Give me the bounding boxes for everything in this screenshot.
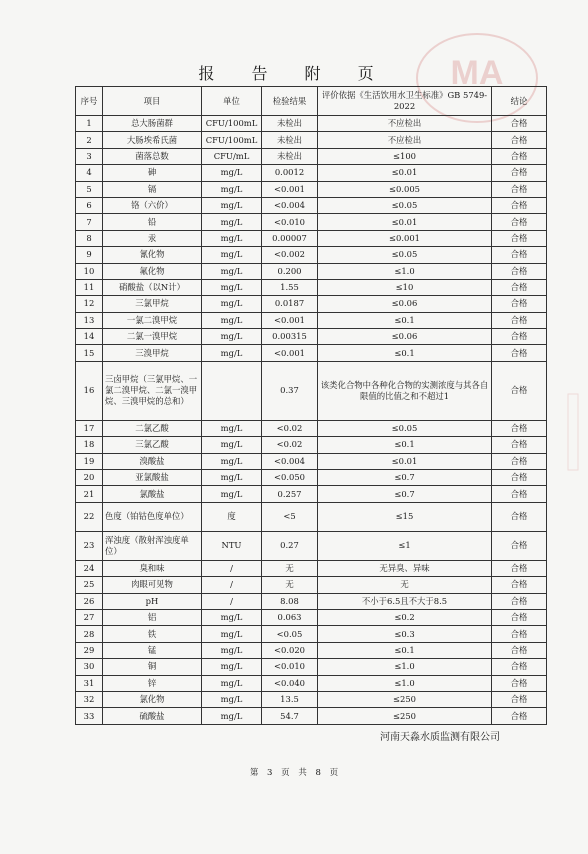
row-verdict: 合格 — [492, 197, 547, 213]
row-item: 镉 — [103, 181, 202, 197]
row-verdict: 合格 — [492, 691, 547, 707]
row-item: 亚氯酸盐 — [103, 470, 202, 486]
row-unit: mg/L — [202, 470, 262, 486]
table-row — [76, 247, 547, 263]
table-row — [76, 312, 547, 328]
row-result: 54.7 — [262, 708, 318, 724]
row-number: 13 — [76, 312, 103, 328]
row-result: <0.004 — [262, 453, 318, 469]
row-verdict: 合格 — [492, 116, 547, 132]
row-limit: ≤100 — [318, 148, 492, 164]
row-number: 25 — [76, 577, 103, 593]
table-row — [76, 181, 547, 197]
table-row — [76, 577, 547, 593]
row-verdict: 合格 — [492, 486, 547, 502]
row-unit: mg/L — [202, 312, 262, 328]
row-unit: CFU/mL — [202, 148, 262, 164]
row-number: 19 — [76, 453, 103, 469]
row-unit: mg/L — [202, 420, 262, 436]
table-row — [76, 197, 547, 213]
row-verdict: 合格 — [492, 361, 547, 420]
row-number: 17 — [76, 420, 103, 436]
row-unit: mg/L — [202, 437, 262, 453]
report-table — [75, 86, 547, 725]
row-number: 12 — [76, 296, 103, 312]
row-result: 0.257 — [262, 486, 318, 502]
row-unit: 度 — [202, 502, 262, 531]
table-row — [76, 420, 547, 436]
row-result: 0.200 — [262, 263, 318, 279]
row-limit: ≤0.1 — [318, 642, 492, 658]
row-item: 氟化物 — [103, 263, 202, 279]
row-verdict: 合格 — [492, 296, 547, 312]
row-item: 铜 — [103, 659, 202, 675]
table-row — [76, 531, 547, 560]
row-item: 三溴甲烷 — [103, 345, 202, 361]
table-row — [76, 560, 547, 576]
row-unit: mg/L — [202, 609, 262, 625]
row-limit: ≤0.05 — [318, 197, 492, 213]
row-unit: mg/L — [202, 165, 262, 181]
row-unit: mg/L — [202, 181, 262, 197]
table-row — [76, 502, 547, 531]
row-unit: mg/L — [202, 263, 262, 279]
row-limit: ≤0.01 — [318, 453, 492, 469]
row-verdict: 合格 — [492, 345, 547, 361]
row-verdict: 合格 — [492, 659, 547, 675]
lab-name: 河南天淼水质监测有限公司 — [380, 732, 500, 743]
row-unit: mg/L — [202, 642, 262, 658]
row-result: <0.040 — [262, 675, 318, 691]
row-result: 1.55 — [262, 279, 318, 295]
row-number: 29 — [76, 642, 103, 658]
row-result: <0.010 — [262, 659, 318, 675]
row-limit: 不应检出 — [318, 116, 492, 132]
table-row — [76, 116, 547, 132]
row-result: <0.004 — [262, 197, 318, 213]
row-verdict: 合格 — [492, 531, 547, 560]
page-title: 报 告 附 页 — [198, 64, 390, 83]
row-number: 1 — [76, 116, 103, 132]
row-item: 汞 — [103, 230, 202, 246]
row-limit: ≤0.005 — [318, 181, 492, 197]
row-verdict: 合格 — [492, 560, 547, 576]
row-verdict: 合格 — [492, 642, 547, 658]
row-number: 10 — [76, 263, 103, 279]
row-item: pH — [103, 593, 202, 609]
row-number: 4 — [76, 165, 103, 181]
row-unit: mg/L — [202, 197, 262, 213]
table-row — [76, 659, 547, 675]
table-row — [76, 593, 547, 609]
col-header-unit: 单位 — [202, 87, 262, 116]
row-result: 无 — [262, 577, 318, 593]
row-item: 铝 — [103, 609, 202, 625]
table-row — [76, 329, 547, 345]
table-row — [76, 642, 547, 658]
table-row — [76, 486, 547, 502]
row-result: 0.37 — [262, 361, 318, 420]
row-limit: ≤0.7 — [318, 470, 492, 486]
row-limit: ≤0.2 — [318, 609, 492, 625]
row-verdict: 合格 — [492, 181, 547, 197]
row-verdict: 合格 — [492, 230, 547, 246]
row-item: 二氯乙酸 — [103, 420, 202, 436]
row-result: <0.02 — [262, 437, 318, 453]
row-limit: ≤1.0 — [318, 659, 492, 675]
row-number: 22 — [76, 502, 103, 531]
row-number: 7 — [76, 214, 103, 230]
row-item: 色度（铂钴色度单位） — [103, 502, 202, 531]
row-verdict: 合格 — [492, 165, 547, 181]
row-unit: / — [202, 560, 262, 576]
col-header-no: 序号 — [76, 87, 103, 116]
row-unit: mg/L — [202, 230, 262, 246]
row-verdict: 合格 — [492, 329, 547, 345]
row-result: 0.00007 — [262, 230, 318, 246]
row-number: 23 — [76, 531, 103, 560]
row-limit: ≤0.06 — [318, 296, 492, 312]
row-unit: mg/L — [202, 708, 262, 724]
row-limit: ≤250 — [318, 691, 492, 707]
row-result: <0.002 — [262, 247, 318, 263]
col-header-item: 项目 — [103, 87, 202, 116]
row-item: 氰化物 — [103, 247, 202, 263]
row-limit: 该类化合物中各种化合物的实测浓度与其各自限值的比值之和不超过1 — [318, 361, 492, 420]
row-result: <0.001 — [262, 181, 318, 197]
row-item: 一氯二溴甲烷 — [103, 312, 202, 328]
table-row — [76, 263, 547, 279]
row-limit: ≤0.01 — [318, 214, 492, 230]
row-limit: ≤0.06 — [318, 329, 492, 345]
row-verdict: 合格 — [492, 263, 547, 279]
row-result: <0.010 — [262, 214, 318, 230]
row-unit: NTU — [202, 531, 262, 560]
row-item: 总大肠菌群 — [103, 116, 202, 132]
table-row — [76, 437, 547, 453]
table-row — [76, 609, 547, 625]
row-number: 30 — [76, 659, 103, 675]
row-verdict: 合格 — [492, 675, 547, 691]
row-number: 15 — [76, 345, 103, 361]
col-header-verdict: 结论 — [492, 87, 547, 116]
row-result: 0.063 — [262, 609, 318, 625]
row-unit: mg/L — [202, 247, 262, 263]
row-result: 未检出 — [262, 148, 318, 164]
table-row — [76, 453, 547, 469]
row-number: 31 — [76, 675, 103, 691]
row-item: 铅 — [103, 214, 202, 230]
row-unit: mg/L — [202, 345, 262, 361]
row-limit: ≤0.05 — [318, 420, 492, 436]
row-number: 3 — [76, 148, 103, 164]
row-item: 氯化物 — [103, 691, 202, 707]
row-verdict: 合格 — [492, 502, 547, 531]
row-unit: mg/L — [202, 453, 262, 469]
table-row — [76, 691, 547, 707]
row-verdict: 合格 — [492, 708, 547, 724]
row-number: 9 — [76, 247, 103, 263]
row-item: 臭和味 — [103, 560, 202, 576]
row-item: 二氯一溴甲烷 — [103, 329, 202, 345]
row-limit: ≤0.7 — [318, 486, 492, 502]
row-limit: ≤0.001 — [318, 230, 492, 246]
row-limit: ≤250 — [318, 708, 492, 724]
row-item: 大肠埃希氏菌 — [103, 132, 202, 148]
row-limit: ≤10 — [318, 279, 492, 295]
row-number: 21 — [76, 486, 103, 502]
row-number: 16 — [76, 361, 103, 420]
row-number: 14 — [76, 329, 103, 345]
row-unit: mg/L — [202, 296, 262, 312]
table-row — [76, 675, 547, 691]
table-row — [76, 214, 547, 230]
row-result: 0.0187 — [262, 296, 318, 312]
row-unit: mg/L — [202, 214, 262, 230]
seam-seal-icon — [566, 392, 580, 472]
row-result: <5 — [262, 502, 318, 531]
table-row — [76, 470, 547, 486]
row-verdict: 合格 — [492, 132, 547, 148]
row-item: 溴酸盐 — [103, 453, 202, 469]
row-limit: 无 — [318, 577, 492, 593]
row-verdict: 合格 — [492, 420, 547, 436]
row-item: 三卤甲烷（三氯甲烷、一氯二溴甲烷、二氯一溴甲烷、三溴甲烷的总和） — [103, 361, 202, 420]
row-verdict: 合格 — [492, 279, 547, 295]
table-row — [76, 708, 547, 724]
table-row — [76, 361, 547, 420]
row-item: 菌落总数 — [103, 148, 202, 164]
row-verdict: 合格 — [492, 593, 547, 609]
row-result: <0.001 — [262, 345, 318, 361]
row-number: 20 — [76, 470, 103, 486]
row-result: 未检出 — [262, 132, 318, 148]
row-result: <0.001 — [262, 312, 318, 328]
row-verdict: 合格 — [492, 214, 547, 230]
row-result: 0.0012 — [262, 165, 318, 181]
row-result: <0.050 — [262, 470, 318, 486]
row-verdict: 合格 — [492, 577, 547, 593]
row-unit: CFU/100mL — [202, 132, 262, 148]
row-item: 浑浊度（散射浑浊度单位） — [103, 531, 202, 560]
row-result: 0.27 — [262, 531, 318, 560]
table-row — [76, 148, 547, 164]
row-number: 32 — [76, 691, 103, 707]
row-unit: / — [202, 593, 262, 609]
row-item: 锌 — [103, 675, 202, 691]
row-number: 11 — [76, 279, 103, 295]
row-limit: ≤15 — [318, 502, 492, 531]
row-result: 13.5 — [262, 691, 318, 707]
row-verdict: 合格 — [492, 453, 547, 469]
row-unit: mg/L — [202, 626, 262, 642]
row-number: 6 — [76, 197, 103, 213]
row-limit: ≤0.1 — [318, 437, 492, 453]
row-limit: ≤0.3 — [318, 626, 492, 642]
row-verdict: 合格 — [492, 609, 547, 625]
row-item: 肉眼可见物 — [103, 577, 202, 593]
page-number: 第 3 页 共 8 页 — [249, 768, 339, 778]
row-unit: mg/L — [202, 675, 262, 691]
row-unit — [202, 361, 262, 420]
row-item: 氯酸盐 — [103, 486, 202, 502]
row-number: 5 — [76, 181, 103, 197]
row-item: 硝酸盐（以N计） — [103, 279, 202, 295]
table-header-row — [76, 87, 547, 116]
row-limit: ≤0.1 — [318, 312, 492, 328]
svg-text:MA: MA — [450, 54, 504, 92]
row-limit: ≤0.1 — [318, 345, 492, 361]
row-item: 铁 — [103, 626, 202, 642]
row-number: 24 — [76, 560, 103, 576]
row-item: 砷 — [103, 165, 202, 181]
row-result: <0.02 — [262, 420, 318, 436]
row-unit: mg/L — [202, 691, 262, 707]
row-verdict: 合格 — [492, 470, 547, 486]
row-item: 硫酸盐 — [103, 708, 202, 724]
row-number: 27 — [76, 609, 103, 625]
row-item: 三氯甲烷 — [103, 296, 202, 312]
table-row — [76, 230, 547, 246]
row-limit: 无异臭、异味 — [318, 560, 492, 576]
row-number: 2 — [76, 132, 103, 148]
table-row — [76, 296, 547, 312]
table-row — [76, 279, 547, 295]
row-item: 锰 — [103, 642, 202, 658]
table-row — [76, 165, 547, 181]
row-unit: mg/L — [202, 486, 262, 502]
row-number: 33 — [76, 708, 103, 724]
row-verdict: 合格 — [492, 437, 547, 453]
row-limit: 不小于6.5且不大于8.5 — [318, 593, 492, 609]
row-item: 铬（六价） — [103, 197, 202, 213]
row-limit: ≤1.0 — [318, 675, 492, 691]
table-row — [76, 626, 547, 642]
row-result: <0.05 — [262, 626, 318, 642]
row-result: 未检出 — [262, 116, 318, 132]
table-row — [76, 345, 547, 361]
row-number: 26 — [76, 593, 103, 609]
row-limit: ≤1 — [318, 531, 492, 560]
row-limit: ≤0.05 — [318, 247, 492, 263]
row-verdict: 合格 — [492, 148, 547, 164]
row-result: 0.00315 — [262, 329, 318, 345]
row-verdict: 合格 — [492, 626, 547, 642]
row-result: 无 — [262, 560, 318, 576]
col-header-standard: 评价依据《生活饮用水卫生标准》GB 5749-2022 — [318, 87, 492, 116]
row-limit: ≤1.0 — [318, 263, 492, 279]
row-number: 8 — [76, 230, 103, 246]
row-result: 8.08 — [262, 593, 318, 609]
row-unit: mg/L — [202, 659, 262, 675]
col-header-result: 检验结果 — [262, 87, 318, 116]
row-result: <0.020 — [262, 642, 318, 658]
row-number: 28 — [76, 626, 103, 642]
row-unit: mg/L — [202, 329, 262, 345]
row-unit: / — [202, 577, 262, 593]
row-item: 三氯乙酸 — [103, 437, 202, 453]
row-number: 18 — [76, 437, 103, 453]
row-verdict: 合格 — [492, 312, 547, 328]
row-unit: CFU/100mL — [202, 116, 262, 132]
row-limit: 不应检出 — [318, 132, 492, 148]
table-row — [76, 132, 547, 148]
row-limit: ≤0.01 — [318, 165, 492, 181]
row-unit: mg/L — [202, 279, 262, 295]
row-verdict: 合格 — [492, 247, 547, 263]
